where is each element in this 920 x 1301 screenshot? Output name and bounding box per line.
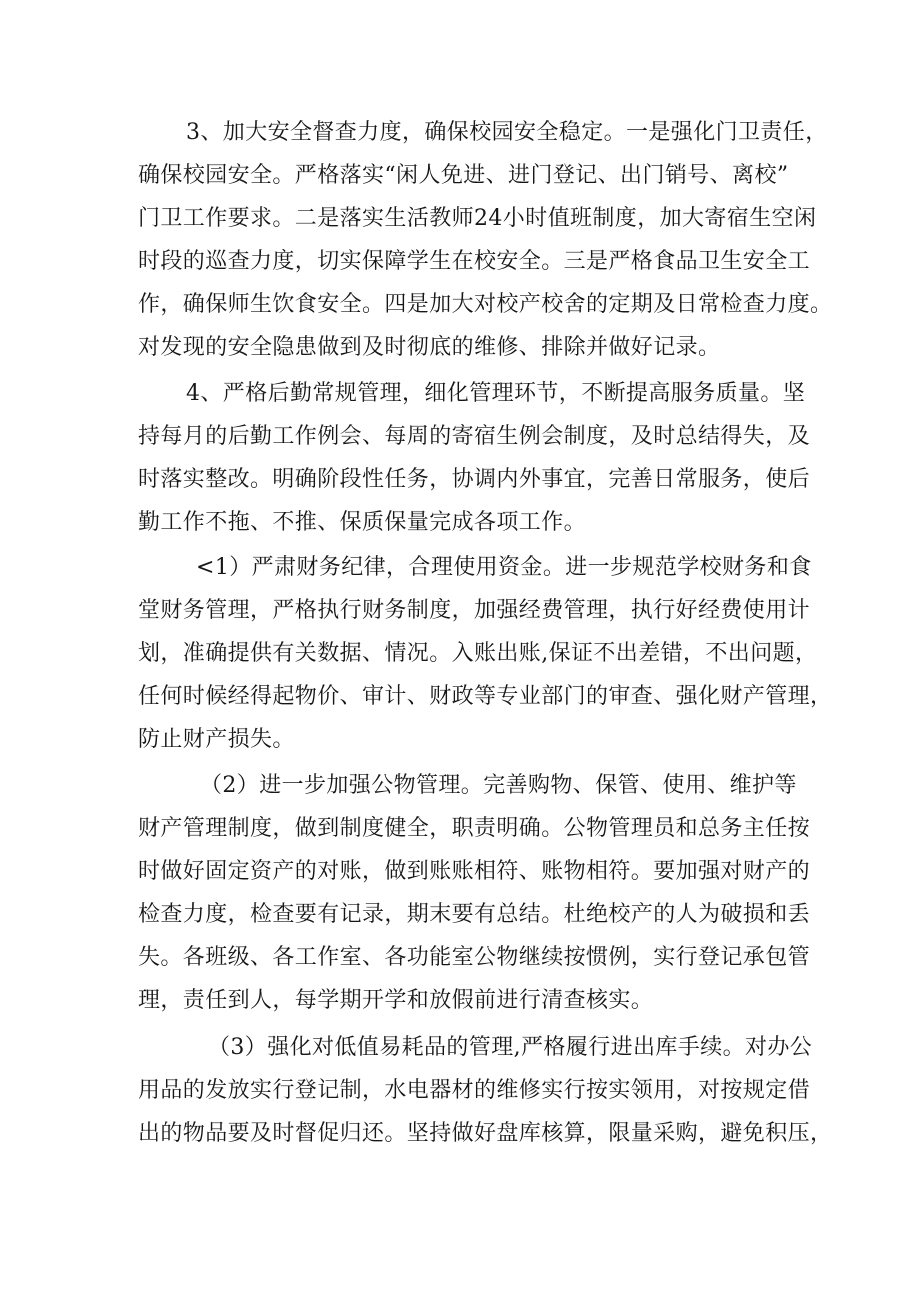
paragraph-5-line-2: 用品的发放实行登记制，水电器材的维修实行按实领用，对按规定借 — [138, 1078, 811, 1103]
paragraph-3-line-4: 任何时候经得起物价、审计、财政等专业部门的审查、强化财产管理， — [138, 684, 833, 709]
paragraph-4-line-1: （2）进一步加强公物管理。完善购物、保管、使用、维护等 — [200, 773, 797, 798]
paragraph-4-line-6: 理，责任到人，每学期开学和放假前进行清查核实。 — [138, 988, 654, 1013]
paragraph-2-line-1: 4、严格后勤常规管理，细化管理环节，不断提高服务质量。坚 — [186, 381, 806, 406]
paragraph-4-line-4: 检查力度，检查要有记录，期末要有总结。杜绝校产的人为破损和丢 — [138, 902, 811, 927]
paragraph-1-line-2: 确保校园安全。严格落实“闲人免进、进门登记、出门销号、离校” — [138, 163, 789, 188]
paragraph-2-line-3: 时落实整改。明确阶段性任务，协调内外事宜，完善日常服务，使后 — [138, 467, 811, 492]
paragraph-1-line-6: 对发现的安全隐患做到及时彻底的维修、排除并做好记录。 — [138, 335, 721, 360]
paragraph-3-line-3: 划，准确提供有关数据、情况。入账出账,保证不出差错，不出问题， — [138, 641, 818, 666]
paragraph-4-line-3: 时做好固定资产的对账，做到账账相符、账物相符。要加强对财产的 — [138, 859, 811, 884]
paragraph-3-line-5: 防止财产损失。 — [138, 727, 295, 752]
paragraph-2-line-2: 持每月的后勤工作例会、每周的寄宿生例会制度，及时总结得失，及 — [138, 424, 811, 449]
paragraph-1-line-1: 3、加大安全督查力度，确保校园安全稳定。一是强化门卫责任， — [186, 120, 828, 145]
paragraph-1-line-5: 作，确保师生饮食安全。四是加大对校产校舍的定期及日常检查力度。 — [138, 292, 833, 317]
paragraph-2-line-4: 勤工作不拖、不推、保质保量完成各项工作。 — [138, 510, 587, 535]
paragraph-4-line-2: 财产管理制度，做到制度健全，职责明确。公物管理员和总务主任按 — [138, 816, 811, 841]
paragraph-3-line-1: <1）严肃财务纪律，合理使用资金。进一步规范学校财务和食 — [196, 555, 812, 580]
paragraph-3-line-2: 堂财务管理，严格执行财务制度，加强经费管理，执行好经费使用计 — [138, 598, 811, 623]
paragraph-5-line-1: （3）强化对低值易耗品的管理,严格履行进出库手续。对办公 — [208, 1035, 813, 1060]
paragraph-4-line-5: 失。各班级、各工作室、各功能室公物继续按惯例，实行登记承包管 — [138, 945, 811, 970]
paragraph-5-line-3: 出的物品要及时督促归还。坚持做好盘库核算，限量采购，避免积压， — [138, 1121, 833, 1146]
paragraph-1-line-3: 门卫工作要求。二是落实生活教师24小时值班制度，加大寄宿生空闲 — [138, 206, 817, 231]
paragraph-1-line-4: 时段的巡查力度，切实保障学生在校安全。三是严格食品卫生安全工 — [138, 249, 811, 274]
